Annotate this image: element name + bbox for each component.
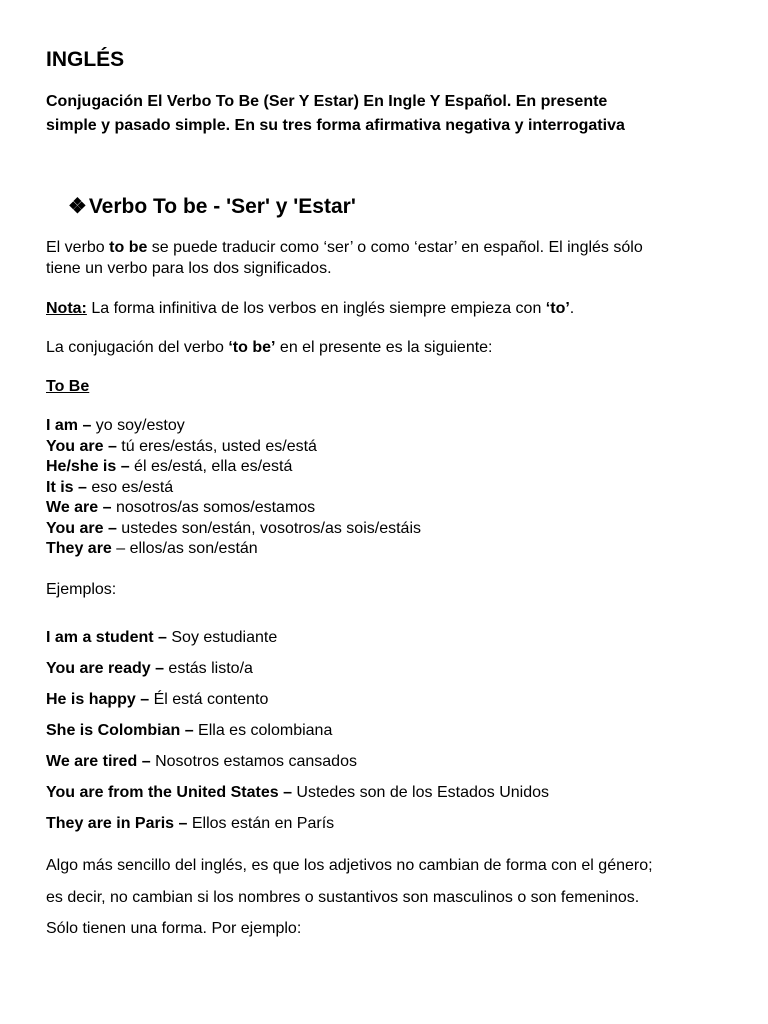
conjugation-intro-text: en el presente es la siguiente: <box>275 339 493 356</box>
example-spanish: Él está contento <box>149 691 269 708</box>
document-subtitle <box>46 90 625 137</box>
subtitle-line: Conjugación El Verbo To Be (Ser Y Estar) En Ingle Y Español. En presente <box>46 93 608 110</box>
example-row <box>46 653 549 684</box>
example-english: You are from the United States – <box>46 784 292 801</box>
conjugation-spanish: eso es/está <box>86 478 174 496</box>
subtitle-line: simple y pasado simple. En su tres forma afirmativa negativa y interrogativa <box>46 116 625 134</box>
closing-paragraph <box>46 850 653 945</box>
conjugation-spanish: tú eres/estás, usted es/está <box>116 437 317 455</box>
section-heading <box>68 194 356 220</box>
conjugation-row <box>46 478 421 499</box>
example-row <box>46 622 549 653</box>
conjugation-row <box>46 457 421 478</box>
intro-text: se puede traducir como ‘ser’ o como ‘estar’ en español. El inglés sólo <box>147 239 643 256</box>
example-row <box>46 777 549 808</box>
example-spanish: Soy estudiante <box>166 629 278 646</box>
conjugation-list <box>46 416 421 560</box>
conjugation-spanish: yo soy/estoy <box>91 417 185 434</box>
conjugation-row <box>46 519 421 540</box>
conjugation-spanish: – ellos/as son/están <box>111 540 258 557</box>
conjugation-row <box>46 539 421 560</box>
conjugation-english: He/she is – <box>46 458 130 475</box>
conjugation-spanish: ustedes son/están, vosotros/as sois/estáis <box>116 519 421 537</box>
closing-line: Sólo tienen una forma. Por ejemplo: <box>46 920 302 937</box>
document-title: INGLÉS <box>46 48 125 71</box>
conjugation-intro-bold: ‘to be’ <box>228 339 276 356</box>
example-spanish: Ustedes son de los Estados Unidos <box>291 784 550 801</box>
conjugation-english: You are – <box>46 519 117 537</box>
note-bold-term: ‘to’ <box>545 300 570 317</box>
example-row <box>46 808 549 839</box>
example-row <box>46 684 549 715</box>
closing-line: es decir, no cambian si los nombres o sustantivos son masculinos o son femeninos. <box>46 888 640 906</box>
intro-bold-term: to be <box>109 239 148 256</box>
examples-label: Ejemplos: <box>46 581 117 598</box>
conjugation-spanish: él es/está, ella es/está <box>129 458 293 475</box>
conjugation-spanish: nosotros/as somos/estamos <box>111 499 316 516</box>
conjugation-intro <box>46 337 493 358</box>
conjugation-english: They are <box>46 540 112 557</box>
conjugation-row <box>46 416 421 437</box>
to-be-heading: To Be <box>46 378 90 395</box>
note-end: . <box>569 300 575 317</box>
section-heading-text: Verbo To be - 'Ser' y 'Estar' <box>88 195 356 218</box>
example-spanish: Ella es colombiana <box>193 722 333 739</box>
example-spanish: Ellos están en París <box>187 815 335 832</box>
intro-text: El verbo <box>46 239 110 256</box>
note-paragraph <box>46 298 574 319</box>
example-english: She is Colombian – <box>46 722 194 739</box>
conjugation-english: We are – <box>46 499 112 516</box>
conjugation-english: It is – <box>46 478 87 496</box>
examples-list <box>46 622 549 839</box>
example-row <box>46 715 549 746</box>
conjugation-row <box>46 437 421 458</box>
intro-paragraph <box>46 237 643 279</box>
conjugation-english: I am – <box>46 417 92 434</box>
note-label: Nota: <box>46 300 87 317</box>
intro-text-line2: tiene un verbo para los dos significados. <box>46 260 332 277</box>
conjugation-row <box>46 498 421 519</box>
example-spanish: Nosotros estamos cansados <box>150 753 357 770</box>
diamond-bullet-icon: ❖ <box>68 195 87 218</box>
example-english: I am a student – <box>46 629 167 646</box>
example-english: You are ready – <box>46 660 164 677</box>
note-text: La forma infinitiva de los verbos en inglés siempre empieza con <box>86 300 546 317</box>
conjugation-intro-text: La conjugación del verbo <box>46 339 229 356</box>
example-row <box>46 746 549 777</box>
example-english: They are in Paris – <box>46 815 188 832</box>
example-spanish: estás listo/a <box>163 660 253 677</box>
example-english: He is happy – <box>46 691 150 708</box>
example-english: We are tired – <box>46 753 151 770</box>
conjugation-english: You are – <box>46 437 117 455</box>
closing-line: Algo más sencillo del inglés, es que los adjetivos no cambian de forma con el género; <box>46 857 653 874</box>
